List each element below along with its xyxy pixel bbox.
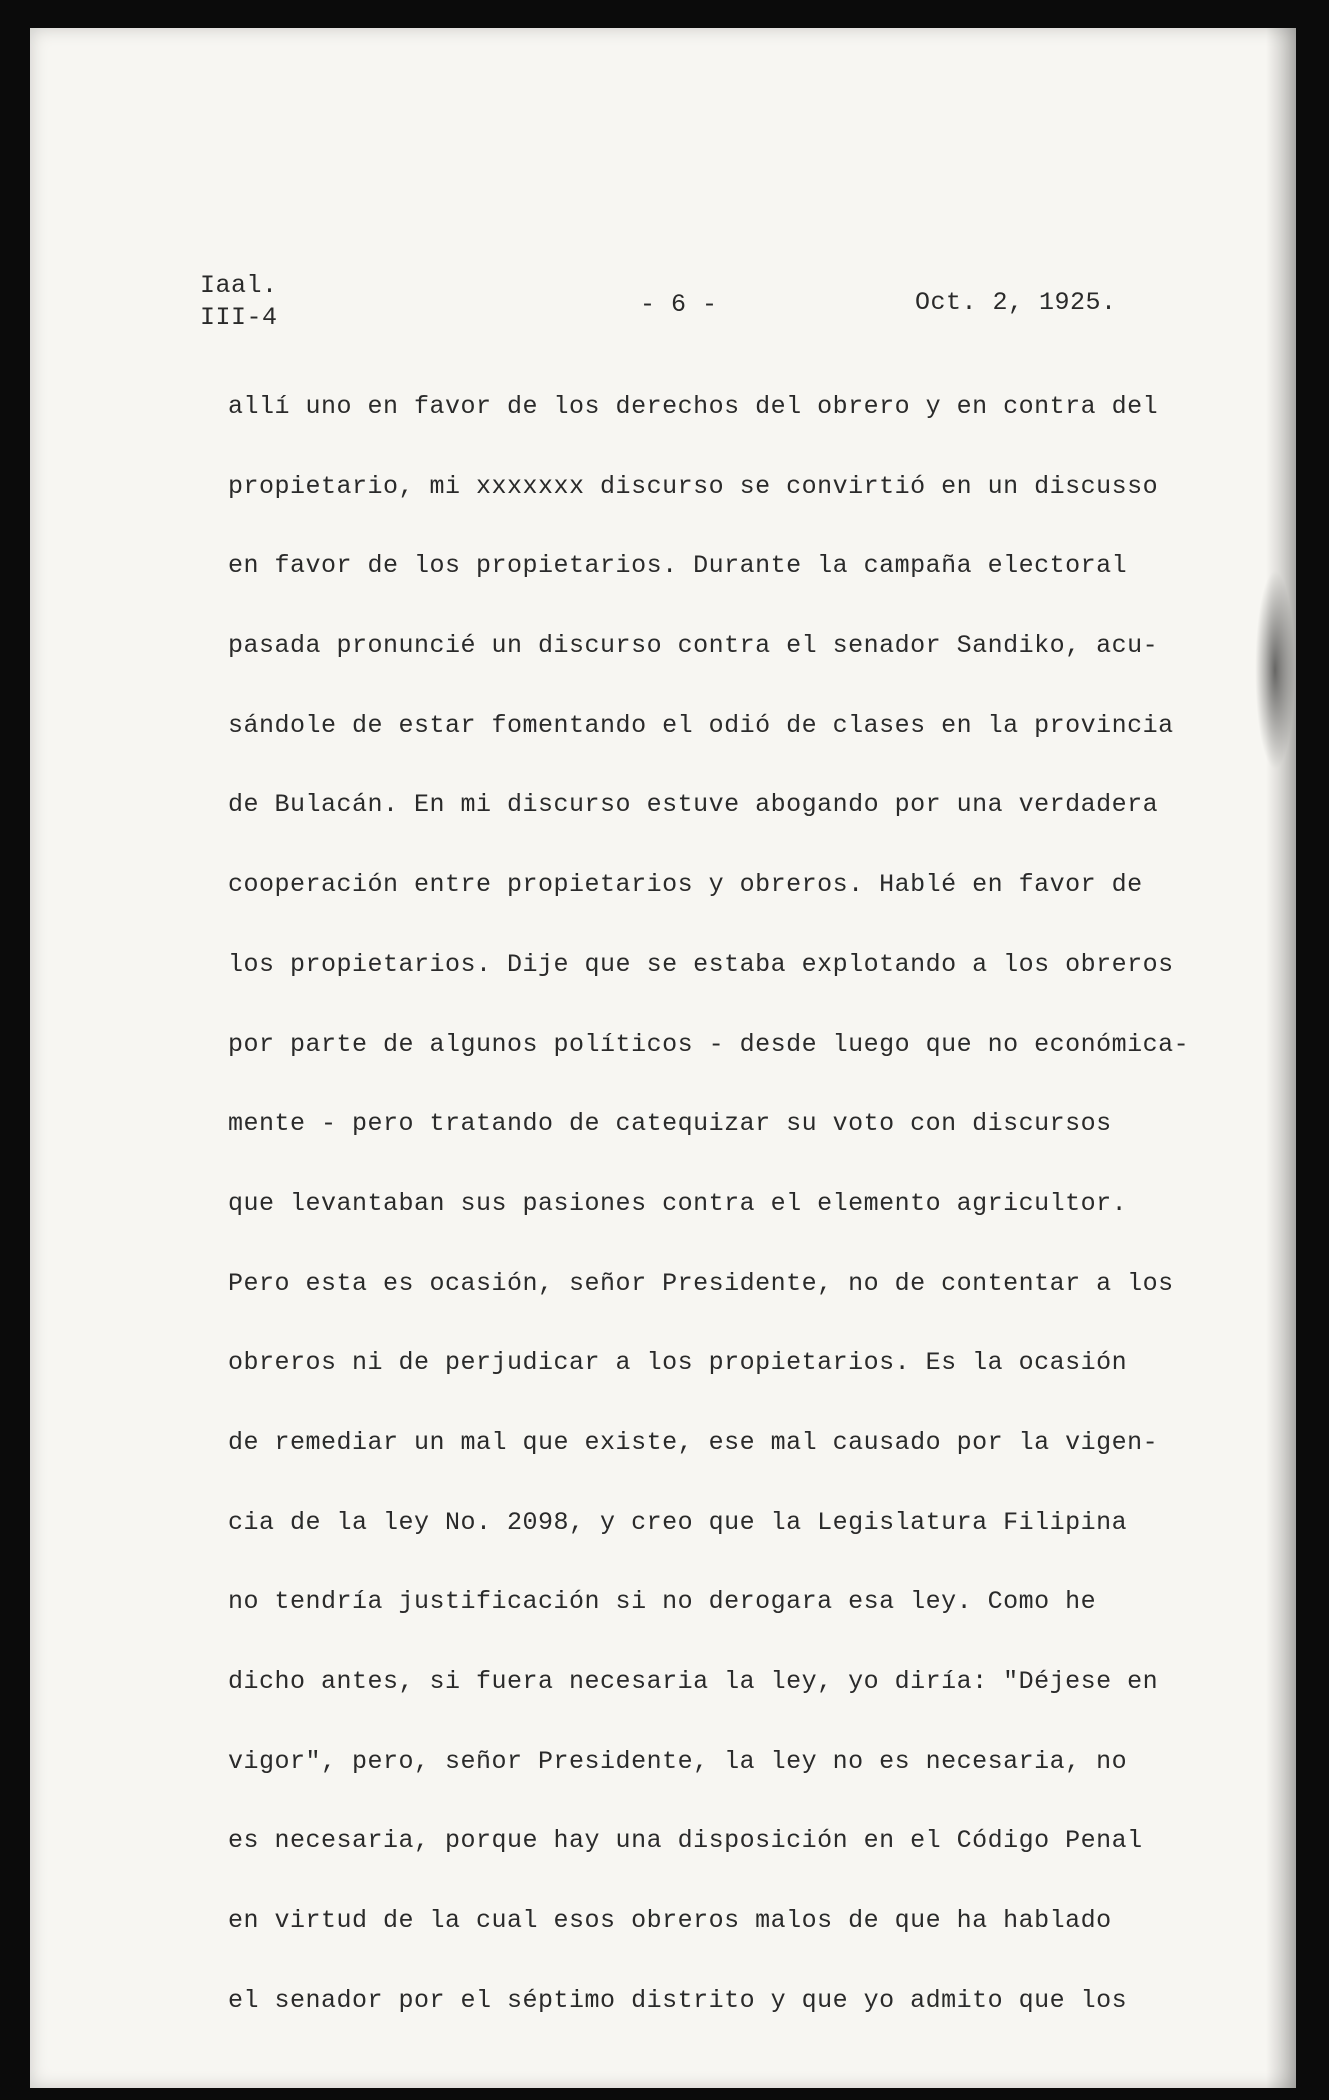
text-line: cooperación entre propietarios y obreros. Hablé en favor de bbox=[228, 870, 1143, 900]
text-line: de Bulacán. En mi discurso estuve abogando por una verdadera bbox=[228, 790, 1159, 820]
page-edge-shadow bbox=[1266, 28, 1296, 2088]
text-line: los propietarios. Dije que se estaba explotando a los obreros bbox=[228, 949, 1174, 979]
text-line: de remediar un mal que existe, ese mal causado por la vigen- bbox=[228, 1427, 1159, 1457]
text-line: es necesaria, porque hay una disposición en el Código Penal bbox=[228, 1826, 1143, 1856]
document-code-line-1: Iaal. bbox=[200, 271, 278, 300]
document-date: Oct. 2, 1925. bbox=[915, 288, 1117, 317]
text-line: el senador por el séptimo distrito y que yo admito que los bbox=[228, 1985, 1128, 2015]
ink-smudge bbox=[1255, 570, 1295, 770]
text-line: que levantaban sus pasiones contra el elemento agricultor. bbox=[228, 1188, 1128, 1218]
text-line: obreros ni de perjudicar a los propietarios. Es la ocasión bbox=[228, 1348, 1128, 1378]
text-line: sándole de estar fomentando el odió de clases en la provincia bbox=[228, 710, 1174, 740]
body-text bbox=[228, 387, 1198, 2060]
text-line: en virtud de la cual esos obreros malos de que ha hablado bbox=[228, 1906, 1112, 1936]
document-code-line-2: III-4 bbox=[200, 303, 278, 332]
text-line: pasada pronuncié un discurso contra el senador Sandiko, acu- bbox=[228, 631, 1159, 661]
text-line: mente - pero tratando de catequizar su voto con discursos bbox=[228, 1109, 1112, 1139]
text-line: por parte de algunos políticos - desde luego que no económica- bbox=[228, 1029, 1190, 1059]
page-header bbox=[200, 270, 1150, 340]
text-line: en favor de los propietarios. Durante la campaña electoral bbox=[228, 551, 1128, 581]
text-line: allí uno en favor de los derechos del obrero y en contra del bbox=[228, 392, 1159, 421]
page-number: - 6 - bbox=[640, 290, 718, 319]
document-code bbox=[200, 270, 278, 334]
text-line: cia de la ley No. 2098, y creo que la Legislatura Filipina bbox=[228, 1507, 1128, 1537]
text-line: propietario, mi xxxxxxx discurso se convirtió en un discusso bbox=[228, 471, 1159, 501]
text-line: vigor", pero, señor Presidente, la ley no es necesaria, no bbox=[228, 1746, 1128, 1776]
text-line: no tendría justificación si no derogara esa ley. Como he bbox=[228, 1587, 1097, 1617]
text-line: dicho antes, si fuera necesaria la ley, yo diría: "Déjese en bbox=[228, 1667, 1159, 1696]
text-line: Pero esta es ocasión, señor Presidente, no de contentar a los bbox=[228, 1268, 1174, 1298]
